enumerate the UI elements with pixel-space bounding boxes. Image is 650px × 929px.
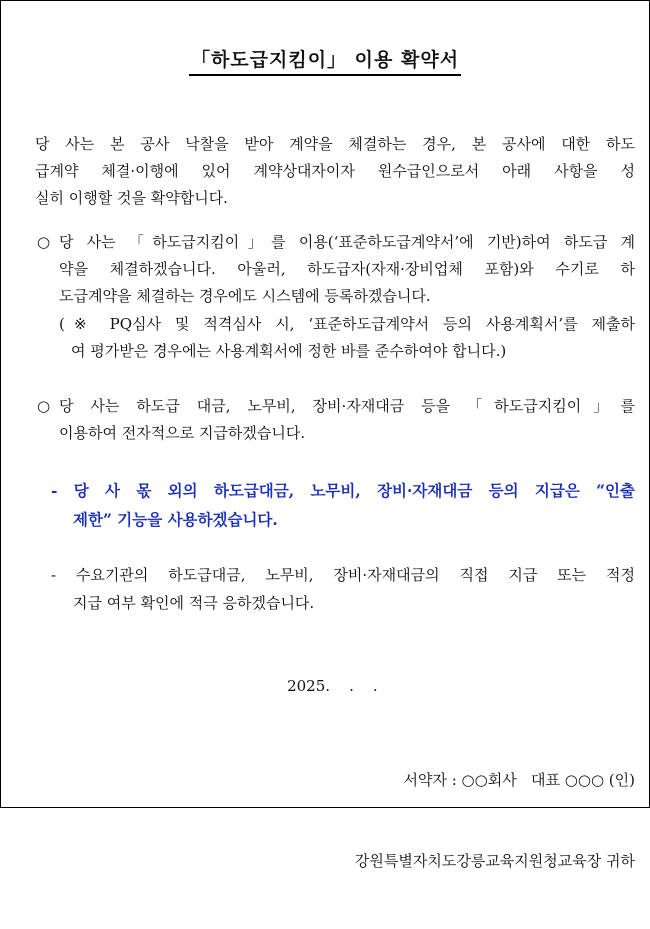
date-line (268, 659, 378, 713)
signer-line: 서약자 : ○○회사 대표 ○○○ (인) (403, 771, 635, 789)
intro-line: 실히 이행할 것을 확약합니다. (35, 189, 228, 207)
intro-line: 급계약 체결·이행에 있어 계약상대자이자 원수급인으로서 아래 사항을 성 (35, 162, 635, 180)
withdrawal-limit-clause (51, 476, 635, 534)
item-line: 당 사는 「하도급지킴이」를 이용(‘표준하도급계약서’에 기반)하여 하도급 계 (59, 233, 635, 251)
circle-bullet-icon: ○ (37, 233, 51, 251)
item-line: 도급계약을 체결하는 경우에도 시스템에 등록하겠습니다. (59, 287, 431, 305)
clause-line: 제한” 기능을 사용하겠습니다. (73, 510, 278, 529)
note-line: 여 평가받은 경우에는 사용계획서에 정한 바를 준수하여야 합니다.) (71, 342, 507, 360)
clause-line: - 수요기관의 하도급대금, 노무비, 장비·자재대금의 직접 지급 또는 적정 (51, 566, 635, 584)
recipient-line: 강원특별자치도강릉교육지원청교육장 귀하 (354, 852, 635, 870)
intro-paragraph (15, 131, 635, 212)
direct-payment-clause (51, 561, 635, 617)
signature-block (355, 713, 635, 929)
note-line: (※ PQ심사 및 적격심사 시, ‘표준하도급계약서 등의 사용계획서’를 제출하 (59, 315, 635, 333)
circle-bullet-icon: ○ (37, 397, 51, 415)
intro-line: 당 사는 본 공사 낙찰을 받아 계약을 체결하는 경우, 본 공사에 대한 하도 (35, 135, 635, 153)
document-title (1, 45, 649, 72)
pq-note (59, 311, 635, 365)
commitment-item-2 (37, 393, 635, 447)
item-line: 약을 체결하겠습니다. 아울러, 하도급자(자재·장비업체 포함)와 수기로 하 (59, 260, 635, 278)
item-line: 당 사는 하도급 대금, 노무비, 장비·자재대금 등을 「하도급지킴이」를 (59, 397, 635, 415)
document-title-text: 「하도급지킴이」 이용 확약서 (189, 49, 461, 76)
commitment-item-1 (37, 229, 635, 310)
date-text: 2025. . . (287, 677, 378, 695)
clause-line: - 당 사 몫 외의 하도급대금, 노무비, 장비·자재대금 등의 지급은 “인출 (51, 481, 635, 500)
clause-line: 지급 여부 확인에 적극 응하겠습니다. (73, 594, 315, 612)
item-line: 이용하여 전자적으로 지급하겠습니다. (59, 424, 306, 442)
